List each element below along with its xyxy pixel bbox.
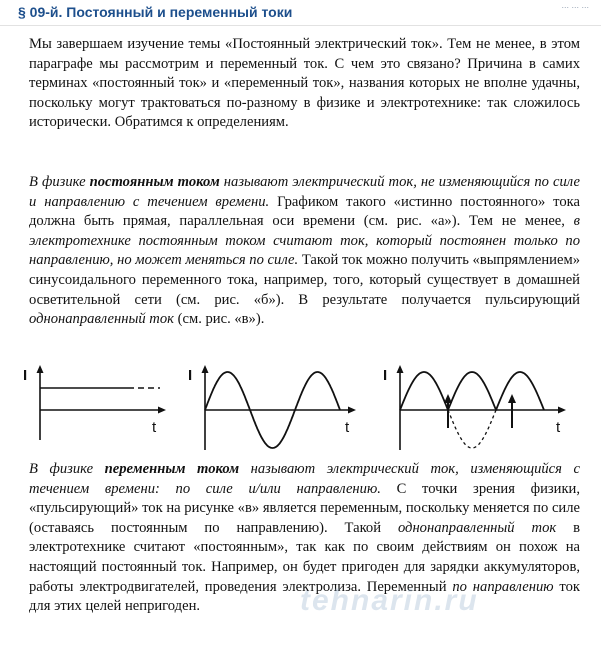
ac-unidirectional-term: однонаправленный ток: [397, 519, 557, 536]
dc-unidirectional-term: однонаправленный ток: [29, 311, 174, 328]
rectified-wave: [400, 372, 544, 410]
dc-def-end: называют электрический ток, не изменяющийся по силе и направлению с течением времени.: [29, 174, 580, 210]
ac-def-end: называют электрический ток, изменяющийся с течением времени: по силе и/или направлению.: [29, 461, 580, 497]
negative-half-dashed: [448, 410, 544, 448]
flip-arrow-2: [508, 394, 516, 403]
graph-c-rectified: [380, 362, 575, 454]
ac-text-2: в электротехнике считают «постоянным», так как по своим действиям он похож на настоящий постоянный ток. Например, он будет пригоден для зарядки аккумуляторов, работы электродвигателей, проведения электролиза. Переменный: [29, 519, 580, 595]
dc-text-1: Графиком такого «истинно постоянного» тока должна быть прямая, параллельная оси времени (см. рис. «а»). Тем не менее,: [29, 193, 580, 230]
top-nav-links[interactable]: ... ... ...: [561, 0, 589, 10]
ac-text-1: С точки зрения физики, «пульсирующий» ток на рисунке «в» является переменным, поскольку меняется по силе (оставаясь постоянным по направлению). Такой: [29, 480, 581, 536]
graph-c-t-label: t: [556, 419, 561, 436]
dc-engineering-def: в электротехнике постоянным током считают ток, который постоянен только по направлению, но может меняться по силе.: [29, 213, 580, 269]
title-bar: [0, 0, 601, 26]
graph-a-constant: [20, 362, 170, 454]
dc-text-2: Такой ток можно получить «выпрямлением» синусоидального переменного тока, например, того, который существует в домашней осветительной сети (см. рис. «б»). В результате получается пульсирующий: [29, 252, 580, 308]
current-graphs: [20, 362, 580, 454]
page-title: § 09-й. Постоянный и переменный токи: [18, 4, 293, 20]
direct-current-paragraph: [29, 173, 580, 330]
dc-def-start: В физике: [29, 174, 90, 190]
ac-def-start: В физике: [29, 461, 105, 477]
graph-b-t-label: t: [345, 419, 350, 436]
ac-text-3: ток для этих целей непригоден.: [29, 578, 580, 615]
graph-a-t-label: t: [152, 419, 157, 436]
site-watermark: tehnarin.ru: [300, 584, 479, 617]
ac-direction-term: по направлению: [452, 578, 554, 595]
graph-b-sinusoid: [185, 362, 365, 454]
intro-paragraph: Мы завершаем изучение темы «Постоянный электрический ток». Тем не менее, в этом параграфе мы рассмотрим и переменный ток. С чем это связано? Причина в самих терминах «постоянный ток» и «переменный ток», названия которых не вполне удачны, поскольку могут трактоваться по-разному в физике и электротехнике: так сложилось исторически. Обратимся к определениям.: [29, 36, 580, 131]
dc-term: постоянным током: [89, 174, 220, 190]
ac-term: переменным током: [104, 461, 240, 477]
flip-arrow-1: [444, 394, 452, 403]
alternating-current-paragraph: [29, 460, 580, 617]
graph-b-i-label: I: [188, 367, 193, 384]
graph-a-i-label: I: [23, 367, 28, 384]
dc-text-3: (см. рис. «в»).: [173, 311, 265, 328]
graph-c-i-label: I: [383, 367, 388, 384]
